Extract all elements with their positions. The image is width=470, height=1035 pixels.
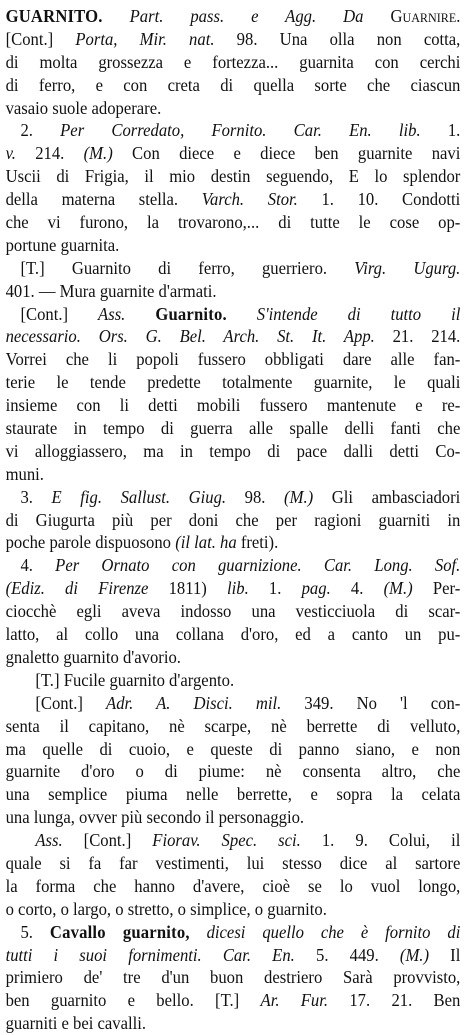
sense-number: 2.	[20, 120, 33, 141]
latin-word: freti).	[240, 532, 279, 553]
lib-abbrev: lib.	[227, 578, 249, 599]
quote-text: ben guarnito e bello.	[5, 990, 194, 1011]
definition: S'intende di tutto il	[256, 303, 461, 324]
entry-line: muni.	[5, 463, 44, 484]
entry-line: di molta grossezza e fortezza... guarnita con cerchi	[5, 51, 461, 72]
quote-text: Una olla non cotta,	[279, 28, 461, 49]
entry-line	[6, 554, 461, 577]
entry-line	[6, 257, 461, 280]
source-citation: Virg. Ugurg.	[354, 257, 461, 278]
entry-line: insieme con li detti mobili fussero mantenute e re-	[5, 395, 461, 416]
definition: Per Corredato, Fornito.	[60, 120, 267, 141]
usage-label: Ass.	[35, 830, 63, 851]
t-tag: [T.]	[35, 669, 60, 690]
usage-label: Ass.	[98, 303, 126, 324]
source-citation: Adr. A. Disci. mil.	[106, 692, 282, 713]
entry-line: 401. — Mura guarnite d'armati.	[5, 280, 217, 301]
entry-line: una semplice piuma nelle berrette, e sopra la celata	[5, 784, 461, 805]
entry-line	[6, 921, 461, 944]
entry-line: o corto, o largo, o stretto, o simplice, o guarnito.	[5, 898, 327, 919]
quote-text: Il	[450, 944, 461, 965]
citation-ref: 1.	[268, 578, 282, 599]
entry-line: Vorrei che li popoli fussero obbligati dare alle fan-	[5, 349, 461, 370]
source-citation: Ors. G. Bel. Arch. St. It. App.	[98, 326, 375, 347]
entry-line: terie le tende predette totalmente guarnite, le quali	[5, 372, 461, 393]
citation-ref: 21. 214.	[392, 326, 461, 347]
entry-line	[6, 829, 461, 852]
definition: dicesi quello che è fornito di	[206, 921, 461, 942]
source-citation: Ar. Fur.	[260, 990, 329, 1011]
entry-line: senta il capitano, nè scarpe, nè berrette di velluto,	[5, 715, 461, 736]
definition: tutti i suoi fornimenti. Car. En.	[5, 944, 295, 965]
entry-line: ciocchè egli aveva indosso una vesticciuola di scar-	[5, 601, 461, 622]
citation-ref: 349.	[304, 692, 334, 713]
quote-text: Gli ambasciadori	[331, 486, 461, 507]
citation-ref: 1. 9.	[321, 830, 368, 851]
entry-line: ma quelle di cuoio, e queste di panno siano, e non	[5, 738, 461, 759]
entry-line: guarniti e bei cavalli.	[5, 1013, 147, 1034]
citation-ref: 4.	[350, 578, 364, 599]
citation-ref: 1.	[447, 120, 461, 141]
cont-tag: [Cont.]	[5, 28, 54, 49]
entry-line: vi alloggiassero, ma in tempo di pace dalli detti Co-	[5, 440, 461, 461]
quote-text: Ben	[433, 990, 461, 1011]
entry-line: la forma che hanno d'avere, cioè se lo vuol longo,	[5, 875, 461, 896]
cont-tag: [Cont.]	[20, 303, 69, 324]
entry-line: portune guarnita.	[5, 234, 120, 255]
entry-line	[6, 119, 461, 142]
quote-text: Con diece e diece ben guarnite navi	[132, 143, 461, 164]
entry-line	[6, 188, 461, 211]
example-text: Fucile guarnito d'argento.	[63, 669, 235, 690]
entry-line: gnaletto guarnito d'avorio.	[5, 646, 181, 667]
t-tag: [T.]	[20, 257, 45, 278]
citation-ref: 98.	[236, 28, 258, 49]
definition: Per Ornato con guarnizione. Car. Long. Sof.	[55, 555, 461, 576]
sense-number: 5.	[20, 921, 33, 942]
citation-ref: 1. 10.	[321, 189, 379, 210]
entry-line: di Giugurta più per doni che per ragioni guarniti in	[5, 509, 461, 530]
example-text: Guarnito di ferro, guerriero.	[71, 257, 328, 278]
entry-line: una lunga, ovver più secondo il personaggio.	[5, 807, 305, 828]
source-citation: Fiorav. Spec. sci.	[152, 830, 301, 851]
entry-line	[6, 486, 461, 509]
edition-year: 1811)	[168, 578, 207, 599]
subentry-head: Cavallo guarnito,	[49, 921, 190, 942]
entry-line	[6, 577, 461, 600]
cont-tag: [Cont.]	[83, 830, 132, 851]
entry-line	[6, 944, 461, 967]
cont-tag: [Cont.]	[35, 692, 83, 713]
grammar-note: Part. pass. e Agg. Da	[129, 6, 364, 26]
citation-ref: 17. 21.	[349, 990, 413, 1011]
verse-abbrev: v.	[5, 143, 16, 164]
sense-number: 4.	[20, 555, 33, 576]
entry-line	[6, 989, 461, 1012]
entry-line	[6, 531, 461, 554]
entry-line: guarnite d'oro o di piume: nè consenta altro, che	[5, 761, 461, 782]
citation-ref: 214.	[35, 143, 65, 164]
source-citation: Car. En. lib.	[293, 120, 421, 141]
marker-m: (M.)	[284, 486, 314, 507]
entry-line	[6, 5, 461, 28]
quote-text: poche parole dispuosono	[5, 532, 172, 553]
quote-text: Per-	[432, 578, 461, 599]
edition-note: (Ediz. di Firenze	[5, 578, 149, 599]
entry-line	[6, 28, 461, 51]
entry-line: latto, al collo una collana d'oro, ed a canto un pu-	[5, 624, 461, 645]
entry-line: che vi furono, la trovarono,... di tutte le cose op-	[5, 212, 461, 233]
entry-line	[6, 142, 461, 165]
entry-line	[6, 325, 461, 348]
marker-m: (M.)	[83, 143, 113, 164]
definition: E fig. Sallust. Giug.	[51, 486, 227, 507]
quote-text: Colui, il	[388, 830, 461, 851]
definition: necessario.	[5, 326, 81, 347]
entry-line: primiero de' tre d'un buon destriero Sarà provvisto,	[5, 967, 461, 988]
citation-ref: 5. 449.	[315, 944, 379, 965]
entry-line: di ferro, e con creta di quella sorte che ciascun	[5, 74, 461, 95]
quote-text: No 'l con-	[356, 692, 461, 713]
latin-note: (il lat. ha	[175, 532, 237, 553]
etymon: Guarnire.	[390, 6, 461, 26]
entry-line: staurate in tempo di guerra alle spalle delli fanti che	[5, 418, 461, 439]
quote-text: della materna stella.	[5, 189, 179, 210]
entry-line: vasaio suole adoperare.	[5, 97, 162, 118]
entry-line: quale si fa far vestimenti, lui stesso dice al sartore	[5, 852, 461, 873]
source-citation: Varch. Stor.	[201, 189, 298, 210]
quote-text: Condotti	[402, 189, 461, 210]
entry-line	[6, 303, 461, 326]
pag-abbrev: pag.	[301, 578, 331, 599]
entry-line	[6, 669, 461, 692]
source-citation: Porta, Mir. nat.	[75, 28, 215, 49]
marker-m: (M.)	[399, 944, 430, 965]
t-tag: [T.]	[215, 990, 240, 1011]
marker-m: (M.)	[383, 578, 413, 599]
entry-line	[6, 692, 461, 715]
subentry-head: Guarnito.	[155, 303, 227, 324]
sense-number: 3.	[20, 486, 33, 507]
headword: GUARNITO.	[5, 6, 103, 26]
citation-ref: 98.	[244, 486, 266, 507]
entry-line: Uscii di Frigia, il mio destin seguendo, E lo splendor	[5, 166, 461, 187]
